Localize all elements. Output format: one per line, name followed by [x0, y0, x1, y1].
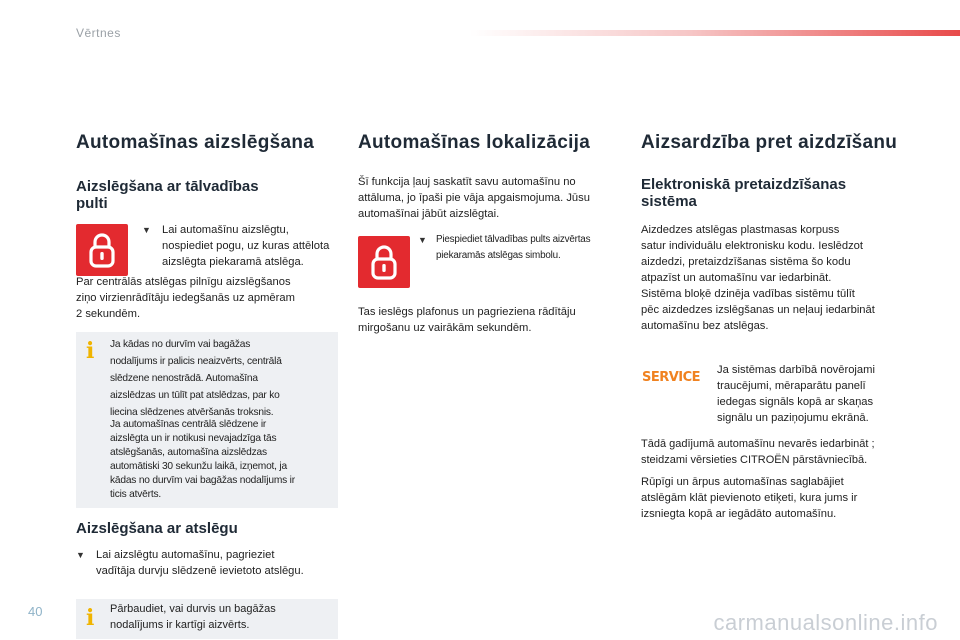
- locating-intro-line1: Šī funkcija ļauj saskatīt savu automašīnu no: [358, 176, 576, 188]
- locating-result-line2: mirgošanu uz vairākām sekundēm.: [358, 322, 532, 334]
- remote-bullet-line3: aizslēgta piekaramā atslēga.: [162, 256, 304, 268]
- arrow-bullet-icon: ▼: [418, 235, 427, 245]
- info1-line3: slēdzene nenostrādā. Automašīna: [110, 373, 258, 384]
- locking-title: Automašīnas aizslēgšana: [76, 132, 315, 153]
- page-number: 40: [28, 604, 43, 619]
- remote-heading-line1: Aizslēgšana ar tālvadības: [76, 178, 259, 195]
- info1-text-a: [110, 336, 332, 421]
- dealer-line1: Tādā gadījumā automašīnu nevarēs iedarbināt ;: [641, 438, 875, 450]
- antitheft-line2: satur individuālu elektronisku kodu. Ieslēdzot: [641, 240, 864, 252]
- info-icon: i: [86, 605, 95, 631]
- key-bullet-line1: Lai aizslēgtu automašīnu, pagrieziet: [96, 549, 275, 561]
- locating-bullet-line1: Piespiediet tālvadības pults aizvērtas: [436, 234, 591, 245]
- info-icon: i: [86, 338, 95, 364]
- info2-line2: nodalījums ir kartīgi aizvērts.: [110, 619, 250, 631]
- remote-heading-line2: pulti: [76, 195, 108, 212]
- header-section-title: Vērtnes: [76, 26, 121, 40]
- keep-line2: atslēgām klāt pievienoto etiķeti, kura jums ir: [641, 492, 858, 504]
- keep-line1: Rūpīgi un ārpus automašīnas saglabājiet: [641, 476, 844, 488]
- locating-intro-line2: attāluma, jo īpaši pie vāja apgaismojuma. Jūsu: [358, 192, 590, 204]
- locating-instruction: [358, 236, 620, 288]
- immobiliser-description: [641, 222, 903, 334]
- remote-lock-confirmation: [76, 274, 338, 322]
- locating-intro-line3: automašīnai jābūt aizslēgtai.: [358, 208, 500, 220]
- info1-line7: aizslēgta un ir notikusi nevajadzīga tās: [110, 433, 277, 444]
- arrow-bullet-icon: ▼: [76, 550, 85, 560]
- antitheft-line4: atpazīst un automašīnu var iedarbināt.: [641, 272, 832, 284]
- service-line3: iedegas signāls kopā ar skaņas: [717, 396, 874, 408]
- remote-bullet-line2: nospiediet pogu, uz kuras attēlota: [162, 240, 330, 252]
- remote-para-line2: ziņo virzienrādītāju iedegšanās uz apmēram: [76, 292, 295, 304]
- keep-line3: izsniegta kopā ar iegādāto automašīnu.: [641, 508, 837, 520]
- info1-line1: Ja kādas no durvīm vai bagāžas: [110, 339, 251, 350]
- immobiliser-heading-line1: Elektroniskā pretaizdzīšanas: [641, 176, 847, 193]
- info1-line9: automātiski 30 sekunžu laikā, izņemot, ja: [110, 461, 287, 472]
- antitheft-title: Aizsardzība pret aizdzīšanu: [641, 132, 898, 153]
- remote-bullet-line1: Lai automašīnu aizslēgtu,: [162, 224, 289, 236]
- info1-line2: nodalījums ir palicis neaizvērts, centrālā: [110, 356, 282, 367]
- keep-label-advice: [641, 474, 903, 522]
- column-antitheft: [641, 132, 903, 522]
- info-box-check-doors: [76, 599, 338, 639]
- padlock-icon: [76, 224, 128, 276]
- column-locking: [76, 132, 338, 639]
- watermark: carmanualsonline.info: [713, 610, 938, 635]
- locating-bullet-line2: piekaramās atslēgas simbolu.: [436, 250, 561, 261]
- service-warning-icon: SERVICE: [641, 369, 701, 385]
- antitheft-line1: Aizdedzes atslēgas plastmasas korpuss: [641, 224, 840, 236]
- remote-lock-instruction: [76, 224, 338, 276]
- remote-lock-bullet: [142, 222, 329, 270]
- antitheft-line7: automašīnu bez atslēgas.: [641, 320, 769, 332]
- remote-locking-heading: [76, 178, 338, 212]
- antitheft-line5: Sistēma bloķē dzinēja vadības sistēmu tūlīt: [641, 288, 855, 300]
- service-line1: Ja sistēmas darbībā novērojami: [717, 364, 875, 376]
- info-box-door-open: [76, 332, 338, 508]
- immobiliser-heading: [641, 176, 903, 210]
- antitheft-line6: pēc aizdedzes izslēgšanas un neļauj iedarbināt: [641, 304, 875, 316]
- info1-line8: atslēgšanās, automašīna aizslēdzas: [110, 447, 267, 458]
- info1-line6: Ja automašīnas centrālā slēdzene ir: [110, 419, 267, 430]
- locating-result-line1: Tas ieslēgs plafonus un pagrieziena rādītāju: [358, 306, 576, 318]
- dealer-advice: [641, 436, 903, 468]
- locating-intro: [358, 174, 620, 222]
- info1-text-b: [110, 418, 332, 502]
- column-locating: [358, 132, 620, 336]
- locating-bullet: [418, 232, 590, 264]
- remote-para-line3: 2 sekundēm.: [76, 308, 141, 320]
- arrow-bullet-icon: ▼: [142, 225, 151, 235]
- service-line2: traucējumi, mēraparātu panelī: [717, 380, 866, 392]
- service-warning-text: [717, 362, 875, 426]
- locating-title: Automašīnas lokalizācija: [358, 132, 591, 153]
- info1-line10: kādas no durvīm vai bagāžas nodalījums ir: [110, 475, 295, 486]
- service-warning-row: [641, 362, 903, 426]
- info1-line4: aizslēdzas un tūlīt pat atslēdzas, par ko: [110, 390, 280, 401]
- info2-text: [110, 601, 332, 633]
- key-lock-bullet: [76, 547, 338, 579]
- service-line4: signālu un paziņojumu ekrānā.: [717, 412, 869, 424]
- antitheft-line3: aizdedzi, pretaizdzīšanas sistēma šo kodu: [641, 256, 851, 268]
- padlock-icon: [358, 236, 410, 288]
- info1-line11: ticis atvērts.: [110, 489, 161, 500]
- dealer-line2: steidzami vērsieties CITROËN pārstāvniecībā.: [641, 454, 868, 466]
- info2-line1: Pārbaudiet, vai durvis un bagāžas: [110, 603, 276, 615]
- key-locking-heading: Aizslēgšana ar atslēgu: [76, 520, 238, 537]
- immobiliser-heading-line2: sistēma: [641, 193, 697, 210]
- locating-result: [358, 304, 620, 336]
- key-bullet-line2: vadītāja durvju slēdzenē ievietoto atslēgu.: [96, 565, 304, 577]
- remote-para-line1: Par centrālās atslēgas pilnīgu aizslēgšanos: [76, 276, 291, 288]
- header-accent-bar: [470, 30, 960, 36]
- info1-line5: liecina slēdzenes atvēršanās troksnis.: [110, 407, 274, 418]
